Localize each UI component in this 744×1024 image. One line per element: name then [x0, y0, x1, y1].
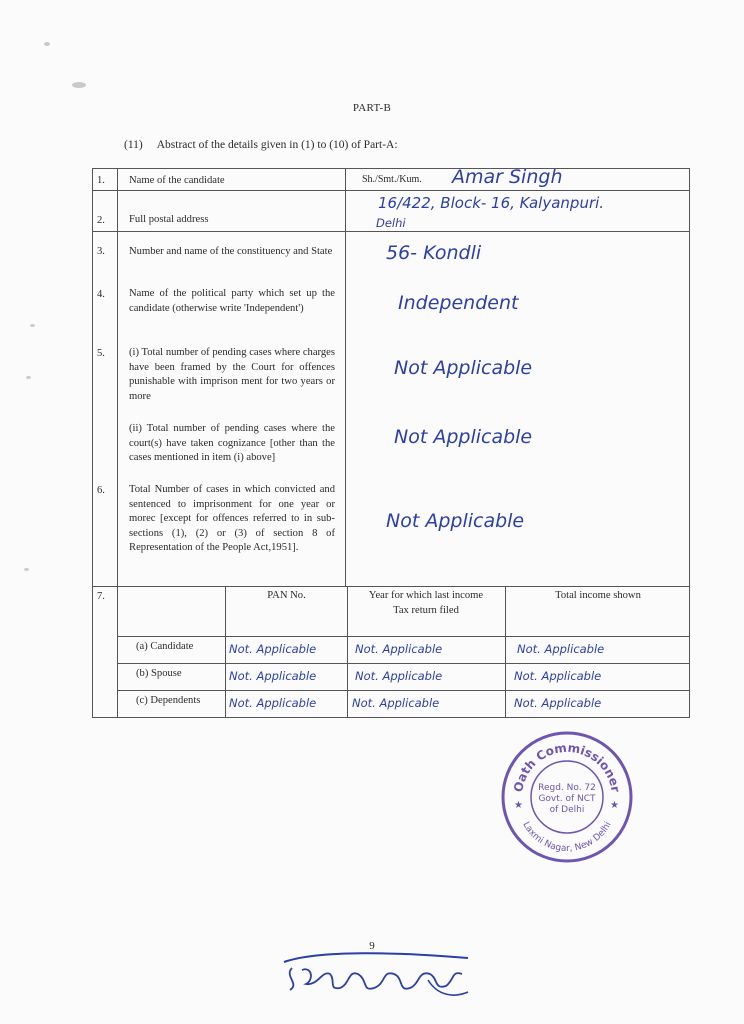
row-number: 6.: [97, 485, 105, 496]
part-title: PART-B: [352, 102, 392, 114]
constituency-value: 56- Kondli: [386, 242, 482, 264]
stamp-line2: Govt. of NCT: [538, 794, 596, 804]
scan-smudge: [24, 568, 29, 571]
scan-smudge: [44, 42, 50, 46]
stamp-outer-text: Oath Commissioner: [511, 740, 623, 794]
table-rule: [505, 586, 506, 718]
label-political-party: Name of the political party which set up the candidate (otherwise write 'Independent'): [129, 288, 335, 314]
label-candidate-name: Name of the candidate: [129, 175, 225, 186]
political-party-value: Independent: [398, 292, 519, 314]
row-number: 7.: [97, 591, 105, 602]
scan-smudge: [72, 82, 86, 88]
entry-who: (c) Dependents: [136, 695, 201, 706]
stamp-line1: Regd. No. 72: [538, 783, 596, 793]
row-number: 2.: [97, 215, 105, 226]
entry-tax-year: Not. Applicable: [355, 642, 443, 656]
abstract-number: (11): [124, 139, 143, 151]
entry-pan: Not. Applicable: [229, 669, 317, 683]
label-pending-cases-ii: (ii) Total number of pending cases where the court(s) have taken cognizance [other than the cases mentioned in item (i) above]: [129, 423, 335, 463]
label-postal-address: Full postal address: [129, 214, 209, 225]
row-number: 5.: [97, 348, 105, 359]
header-tax-year: Year for which last income Tax return filed: [368, 590, 484, 616]
label-constituency: Number and name of the constituency and State: [129, 246, 333, 257]
label-convictions: Total Number of cases in which convicted and sentenced to imprisonment for one year or morec [except for offences referred to in sub-sections (1), (2) or (3) of section 8 of Representation of the People Act,1951].: [129, 484, 335, 553]
table-rule: [117, 663, 690, 664]
stamp-line3: of Delhi: [549, 805, 585, 815]
candidate-name-value: Amar Singh: [452, 166, 563, 188]
table-rule: [117, 636, 690, 637]
abstract-text: Abstract of the details given in (1) to (10) of Part-A:: [156, 139, 398, 151]
entry-income: Not. Applicable: [514, 696, 602, 710]
header-pan: PAN No.: [267, 590, 306, 601]
table-rule: [92, 586, 690, 587]
row-number: 3.: [97, 246, 105, 257]
convictions-value: Not Applicable: [386, 510, 525, 532]
page-number: 9: [369, 940, 375, 952]
entry-tax-year: Not. Applicable: [352, 696, 440, 710]
table-rule: [117, 690, 690, 691]
postal-address-line1: 16/422, Block- 16, Kalyanpuri.: [378, 194, 605, 212]
row-number: 4.: [97, 289, 105, 300]
table-rule: [92, 190, 690, 191]
table-rule: [347, 586, 348, 718]
table-rule: [92, 231, 690, 232]
entry-pan: Not. Applicable: [229, 696, 317, 710]
entry-who: (b) Spouse: [136, 668, 182, 679]
postal-address-line2: Delhi: [376, 216, 406, 230]
label-pending-cases-i: (i) Total number of pending cases where charges have been framed by the Court for offences punishable with imprison ment for two years or more: [129, 347, 335, 402]
row-number: 1.: [97, 175, 105, 186]
scan-smudge: [26, 376, 31, 379]
handwritten-signature: [278, 940, 478, 1010]
entry-income: Not. Applicable: [517, 642, 605, 656]
abstract-heading: [124, 139, 398, 151]
oath-commissioner-stamp: [500, 730, 634, 864]
entry-income: Not. Applicable: [514, 669, 602, 683]
star-icon: ★: [514, 800, 523, 811]
header-total-income: Total income shown: [555, 590, 641, 601]
scan-smudge: [30, 324, 35, 327]
pending-cases-i-value: Not Applicable: [394, 357, 533, 379]
entry-who: (a) Candidate: [136, 641, 194, 652]
pending-cases-ii-value: Not Applicable: [394, 426, 533, 448]
table-rule: [225, 586, 226, 718]
entry-pan: Not. Applicable: [229, 642, 317, 656]
star-icon: ★: [610, 800, 619, 811]
name-prefix: Sh./Smt./Kum.: [362, 174, 422, 185]
entry-tax-year: Not. Applicable: [355, 669, 443, 683]
stamp-bottom-text: Laxmi Nagar, New Delhi: [520, 820, 614, 855]
